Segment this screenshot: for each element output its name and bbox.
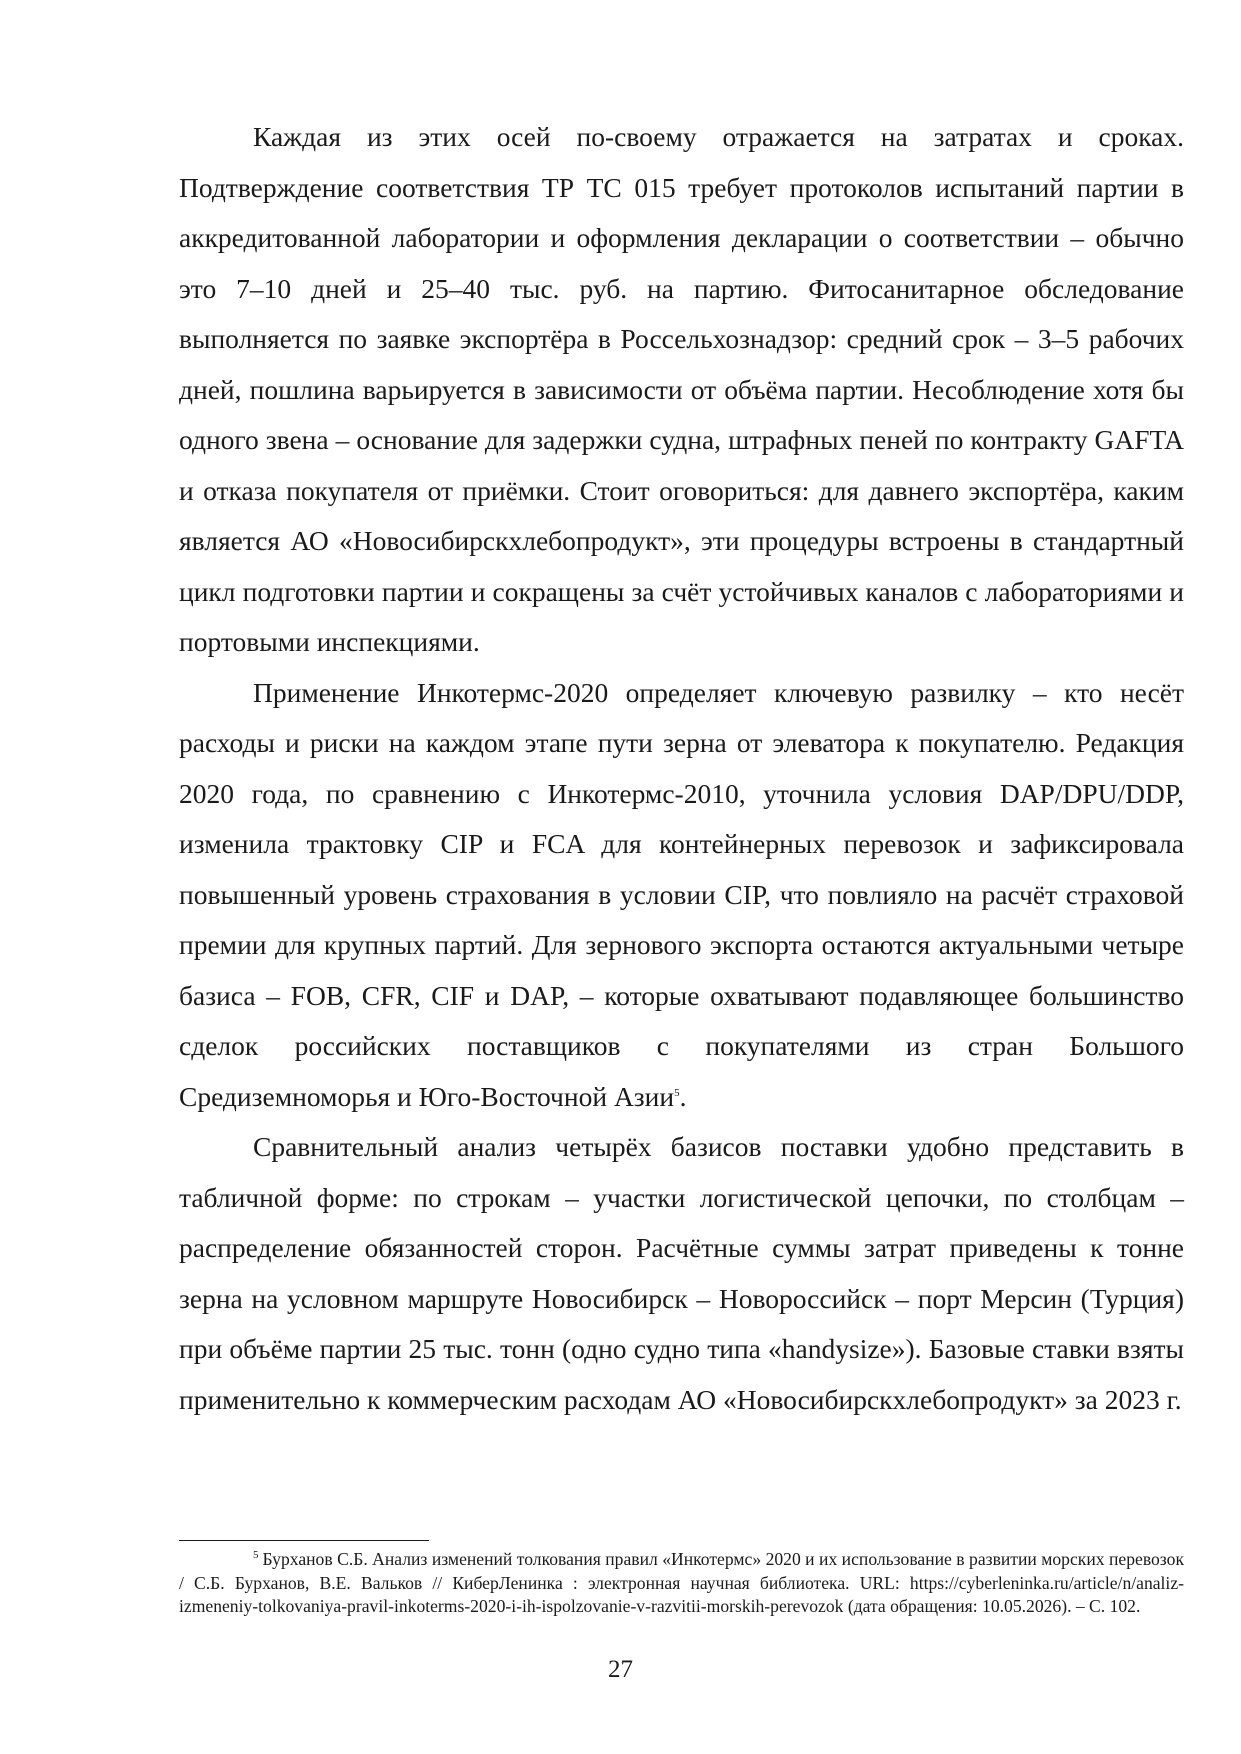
- document-body: [179, 112, 1184, 1425]
- page-number: 27: [608, 1656, 633, 1683]
- footnote: [179, 1548, 1184, 1619]
- paragraph-2: [179, 668, 1184, 1123]
- paragraph-2-text: Применение Инкотермс-2020 определяет ключевую развилку – кто несёт расходы и риски на каждом этапе пути зерна от элеватора к покупателю. Редакция 2020 года, по сравнению с Инкотермс-2010, уточнила условия DAP/DPU/DDP, изменила трактовку CIP и FCA для контейнерных перевозок и зафиксировала повышенный уровень страхования в условии CIP, что повлияло на расчёт страховой премии для крупных партий. Для зернового экспорта остаются актуальными четыре базиса – FOB, CFR, CIF и DAP, – которые охватывают подавляющее большинство сделок российских поставщиков с покупателями из стран Большого Средиземноморья и Юго-Восточной Азии: [179, 676, 1184, 1112]
- footnote-text: Бурханов С.Б. Анализ изменений толкования правил «Инкотермс» 2020 и их использование в развитии морских перевозок / С.Б. Бурханов, В.Е. Вальков // КиберЛенинка : электронная научная библиотека. URL: https://cyberleninka.ru/article/n/analiz-izmeneniy-tolkovaniya-pravil-inkoterms-2020-i-ih-ispolzovanie-v-razvitii-morskih-perevozok (дата обращения: 10.05.2026). – С. 102.: [179, 1549, 1184, 1616]
- footnote-reference[interactable]: 5: [674, 1086, 680, 1099]
- paragraph-1: Каждая из этих осей по-своему отражается на затратах и сроках. Подтверждение соответствия ТР ТС 015 требует протоколов испытаний партии в аккредитованной лаборатории и оформления декларации о соответствии – обычно это 7–10 дней и 25–40 тыс. руб. на партию. Фитосанитарное обследование выполняется по заявке экспортёра в Россельхознадзор: средний срок – 3–5 рабочих дней, пошлина варьируется в зависимости от объёма партии. Несоблюдение хотя бы одного звена – основание для задержки судна, штрафных пеней по контракту GAFTA и отказа покупателя от приёмки. Стоит оговориться: для давнего экспортёра, каким является АО «Новосибирскхлебопродукт», эти процедуры встроены в стандартный цикл подготовки партии и сокращены за счёт устойчивых каналов с лабораториями и портовыми инспекциями.: [179, 121, 1184, 657]
- paragraph-3: Сравнительный анализ четырёх базисов поставки удобно представить в табличной форме: по строкам – участки логистической цепочки, по столбцам – распределение обязанностей сторон. Расчётные суммы затрат приведены к тонне зерна на условном маршруте Новосибирск – Новороссийск – порт Мерсин (Турция) при объёме партии 25 тыс. тонн (одно судно типа «handysize»). Базовые ставки взяты применительно к коммерческим расходам АО «Новосибирскхлебопродукт» за 2023 г.: [179, 1131, 1184, 1415]
- footnote-separator: [179, 1540, 429, 1541]
- paragraph-2-end: .: [679, 1080, 687, 1112]
- footnote-mark: 5: [253, 1549, 259, 1562]
